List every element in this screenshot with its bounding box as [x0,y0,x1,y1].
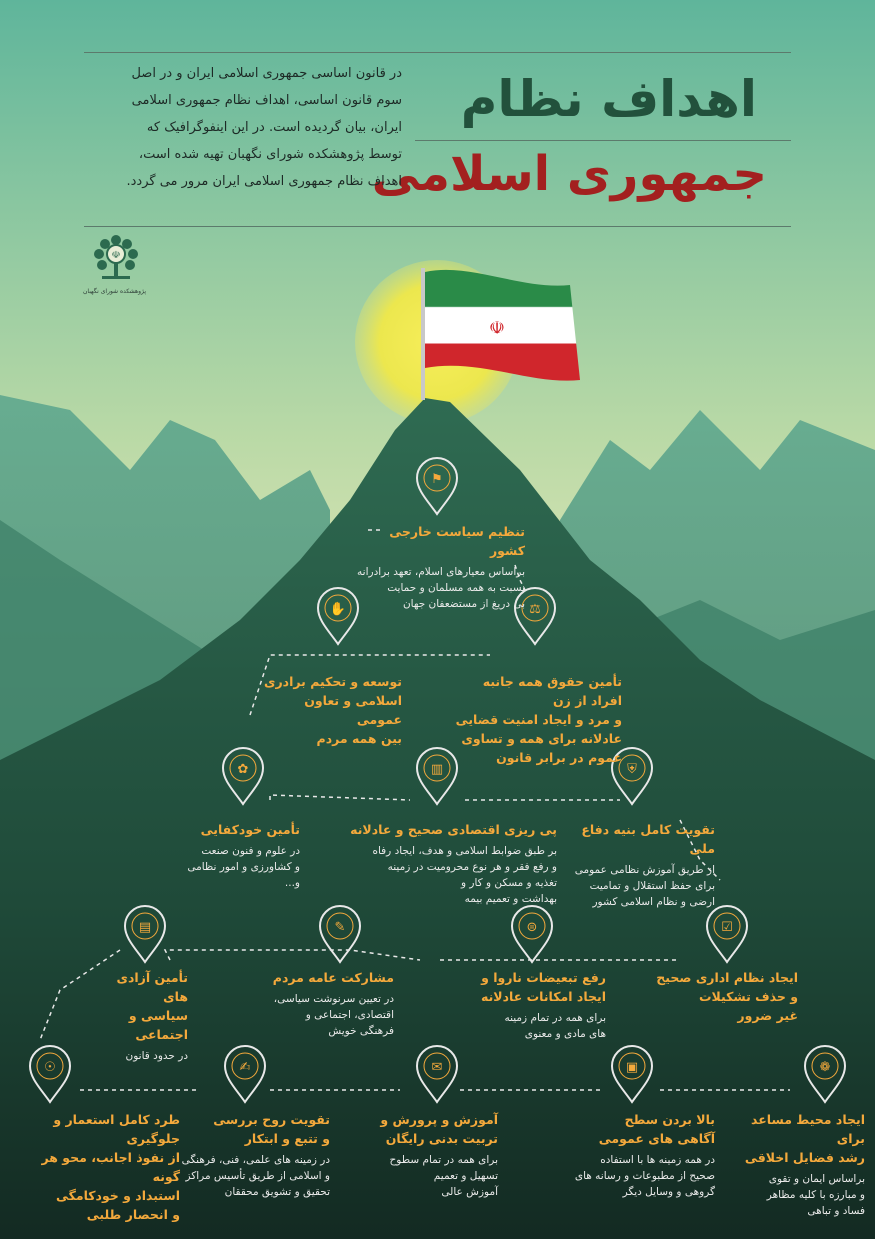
svg-text:⚖: ⚖ [529,602,541,617]
goal-desc [345,843,557,907]
goal-desc-line: صحیح از مطبوعات و رسانه های [574,1170,715,1182]
intro-line: در قانون اساسی جمهوری اسلامی ایران و در اصل [131,66,402,81]
goal-desc-line: بی دریغ از مستضعفان جهان [402,598,525,610]
goal-title: ایجاد نظام اداری صحیح [656,970,798,985]
institute-logo [83,232,146,295]
goal-title: آموزش و پرورش و [380,1112,498,1127]
goal-title: اسلامی و تعاون عمومی [304,693,402,727]
goal-desc-line: از طریق آموزش نظامی عمومی [574,864,715,876]
goal-desc [565,1152,715,1200]
goal-free-education [380,1110,498,1200]
svg-text:✍: ✍ [239,1060,251,1075]
top-rule [84,52,791,53]
goal-desc-line: براساس ایمان و تقوی [768,1173,865,1185]
goal-desc-line: برای حفظ استقلال و تمامیت [589,880,715,892]
goal-desc-line: برای همه در تمام زمینه [504,1012,606,1024]
goal-public-awareness [565,1110,715,1200]
goal-desc-line: های مادی و معنوی [524,1028,606,1040]
goal-title: تأمین آزادی های [116,970,188,1004]
goal-desc [470,1010,606,1042]
goal-desc [720,1171,865,1219]
goal-title: ایجاد امکانات عادلانه [481,989,606,1004]
svg-text:▥: ▥ [430,762,444,777]
goal-title: غیر ضرور [737,1008,798,1023]
goal-desc-line: بهداشت و تعمیم بیمه [464,893,557,905]
svg-text:✿: ✿ [237,762,249,777]
goal-foreign-policy [355,522,525,612]
goal-public-participation [262,968,394,1039]
goal-desc-line: تغذیه و مسکن و کار و [460,877,557,889]
goal-desc-line: و کشاورزی و امور نظامی و... [187,861,300,889]
goal-self-sufficiency [178,820,300,891]
goal-title: عموم در برابر قانون [496,750,622,765]
goal-title: سیاسی و اجتماعی [128,1008,188,1042]
goal-desc-line: نسبت به همه مسلمان و حمایت [387,582,525,594]
intro-line: ایران، بیان گردیده است. در این اینفوگرافیک که [146,120,402,135]
goal-desc-line: در زمینه های علمی، فنی، فرهنگی [181,1154,330,1166]
goal-moral-virtues [720,1110,865,1219]
goal-national-defense [565,820,715,910]
goal-title: تنظیم سیاست خارجی کشور [389,524,525,558]
svg-text:⛨: ⛨ [627,762,637,777]
intro-line: سوم قانون اساسی، اهداف نظام جمهوری اسلامی [131,93,402,108]
svg-text:⊜: ⊜ [526,920,538,935]
goal-title: بین همه مردم [316,731,402,746]
svg-text:☫: ☫ [488,318,506,339]
goal-desc-line: گروهی و وسایل دیگر [622,1186,715,1198]
goal-economy [345,820,557,907]
goal-desc [170,1152,330,1200]
title-line-1: اهداف نظام [460,70,757,128]
goal-desc-line: فرهنگی خویش [328,1025,394,1037]
goal-title: توسعه و تحکیم برادری [264,674,402,689]
svg-text:▣: ▣ [625,1060,639,1075]
goal-desc-line: تسهیل و تعمیم [433,1170,498,1182]
goal-research-spirit [170,1110,330,1200]
goal-islamic-brotherhood [262,672,402,748]
goal-title: ایجاد محیط مساعد برای [751,1112,865,1146]
svg-text:✉: ✉ [431,1060,443,1075]
tree-logo-icon [92,232,140,284]
goal-title: آگاهی های عمومی [598,1131,715,1146]
goal-title: از نفوذ اجانب، محو هر گونه [41,1150,180,1184]
goal-political-freedoms [92,968,188,1064]
goal-title: و انحصار طلبی [86,1207,180,1222]
intro-line: اهداف نظام جمهوری اسلامی ایران مرور می گردد. [126,174,402,189]
goal-title: بالا بردن سطح [624,1112,715,1127]
goal-desc-line: بر طبق ضوابط اسلامی و هدف، ایجاد رفاه [372,845,557,857]
goal-title: و مرد و ایجاد امنیت قضایی [455,712,622,727]
goal-desc [380,1152,498,1200]
goal-title: و حذف تشکیلات [698,989,798,1004]
svg-text:☉: ☉ [44,1060,56,1075]
flag-pole [421,268,425,400]
goal-title: و تتبع و ابتکار [244,1131,330,1146]
goal-administrative-system [650,968,798,1025]
svg-text:☑: ☑ [721,920,733,935]
goal-title: تأمین خودکفایی [200,822,300,837]
goal-title: استبداد و خودکامگی [55,1188,180,1203]
goal-desc-line: آموزش عالی [441,1186,498,1198]
goal-title: عادلانه برای همه و تساوی [461,731,622,746]
goal-desc [565,862,715,910]
goal-title: رفع تبعیضات ناروا و [481,970,606,985]
goal-title: تقویت کامل بنیه دفاع ملی [581,822,715,856]
svg-text:❁: ❁ [819,1060,831,1075]
goal-judicial-security [450,672,622,767]
goal-title: طرد کامل استعمار و جلوگیری [53,1112,180,1146]
goal-title: تأمین حقوق همه جانبه افراد از زن [482,674,622,708]
goal-desc-line: براساس معیارهای اسلام، تعهد برادرانه [357,566,525,578]
svg-text:☫: ☫ [111,250,121,261]
goal-title: تربیت بدنی رایگان [385,1131,498,1146]
goal-desc-line: در تعیین سرنوشت سیاسی، [273,993,394,1005]
goal-desc-line: در علوم و فنون صنعت [201,845,300,857]
middle-rule [415,140,791,141]
goal-desc-line: برای همه در تمام سطوح [389,1154,498,1166]
goal-desc-line: ارضی و نظام اسلامی کشور [592,896,715,908]
goal-desc-line: اقتصادی، اجتماعی و [305,1009,394,1021]
goal-desc [262,991,394,1039]
goal-remove-discrimination [470,968,606,1042]
goal-title: پی ریزی اقتصادی صحیح و عادلانه [350,822,557,837]
svg-text:⚑: ⚑ [431,472,443,487]
goal-desc [355,564,525,612]
goal-anti-colonialism [10,1110,180,1224]
goal-desc-line: تحقیق و تشویق محققان [224,1186,330,1198]
title-line-2: جمهوری اسلامی [371,146,767,202]
goal-desc-line: و رفع فقر و هر نوع محرومیت در زمینه [387,861,557,873]
goal-desc [178,843,300,891]
svg-text:▤: ▤ [138,920,152,935]
goal-desc [92,1048,188,1064]
intro-paragraph [84,60,402,195]
goal-title: رشد فضایل اخلاقی [744,1150,865,1165]
bottom-rule [84,226,791,227]
goal-title: مشارکت عامه مردم [272,970,394,985]
svg-text:✋: ✋ [329,602,347,617]
goal-desc-line: در همه زمینه ها با استفاده [600,1154,715,1166]
logo-caption: پژوهشکده شورای نگهبان [83,288,146,295]
goal-desc-line: و اسلامی از طریق تأسیس مراکز [185,1170,330,1182]
goal-desc-line: در حدود قانون [125,1050,188,1062]
intro-line: توسط پژوهشکده شورای نگهبان تهیه شده است، [138,147,402,162]
svg-text:✎: ✎ [334,920,346,935]
goal-desc-line: فساد و تباهی [807,1205,865,1217]
goal-desc-line: و مبارزه با کلیه مظاهر [766,1189,865,1201]
goal-title: تقویت روح بررسی [213,1112,330,1127]
